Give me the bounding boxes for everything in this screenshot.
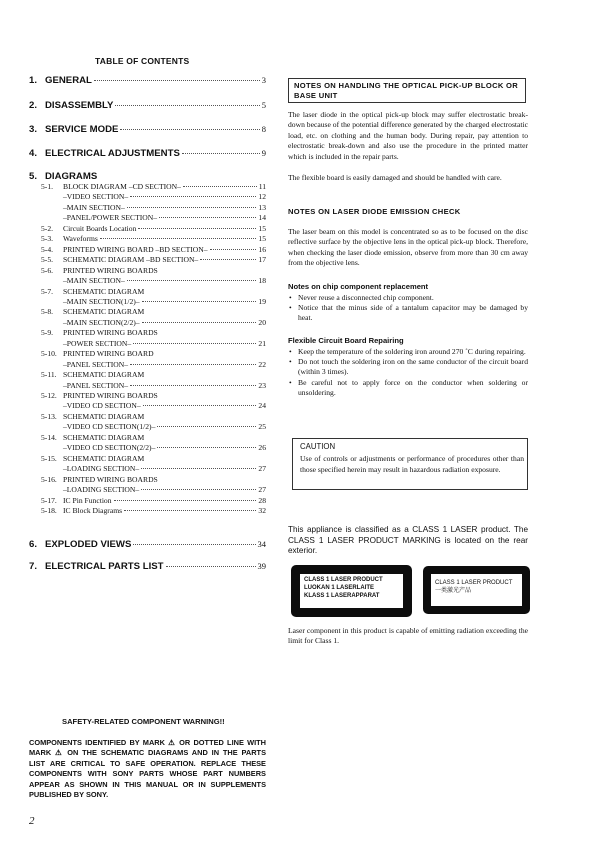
- toc-leader: [133, 544, 255, 545]
- toc-leader: [142, 301, 257, 302]
- toc-leader: [130, 196, 256, 197]
- toc-sub-page: 15: [258, 234, 266, 244]
- toc-sub-page: 28: [258, 495, 266, 505]
- toc-sub-title: –MAIN SECTION(2/2)–: [63, 317, 140, 327]
- caution-box: [292, 438, 528, 490]
- toc-sub-page: 16: [258, 244, 266, 254]
- toc-sub-page: 25: [258, 422, 266, 432]
- toc-sub-title: PRINTED WIRING BOARDS: [63, 328, 158, 338]
- toc-entry-page: 34: [257, 539, 266, 549]
- toc-leader: [114, 500, 257, 501]
- toc-sub-title: PRINTED WIRING BOARDS: [63, 265, 158, 275]
- chip-replacement-title: Notes on chip component replacement: [288, 282, 429, 291]
- toc-sub-page: 21: [258, 338, 266, 348]
- toc-sub-number: 5-12.: [41, 391, 57, 400]
- toc-sub-title: SCHEMATIC DIAGRAM: [63, 411, 145, 421]
- toc-sub-entry[interactable]: [41, 287, 266, 297]
- caution-title: CAUTION: [300, 442, 336, 451]
- list-item: • Notice that the minus side of a tantalum capacitor may be damaged by heat.: [288, 303, 528, 323]
- toc-entry-title: DISASSEMBLY: [45, 100, 114, 111]
- toc-leader: [133, 343, 256, 344]
- toc-sub-number: 5-2.: [41, 223, 54, 233]
- toc-sub-entry[interactable]: [41, 475, 266, 485]
- caution-body: Use of controls or adjustments or performance of procedures other than those specified herein may result in hazardous radiation exposure.: [300, 454, 524, 474]
- toc-entry-page: 5: [261, 100, 266, 110]
- toc-leader: [138, 228, 256, 229]
- toc-leader: [115, 105, 259, 106]
- toc-sub-title: SCHEMATIC DIAGRAM –BD SECTION–: [63, 255, 199, 265]
- toc-entry-number: 1.: [29, 75, 38, 86]
- toc-sub-entry[interactable]: [41, 422, 266, 432]
- toc-sub-entry[interactable]: [41, 339, 266, 349]
- toc-sub-entry[interactable]: [41, 433, 266, 443]
- toc-leader: [166, 566, 256, 567]
- toc-sub-entry[interactable]: [41, 360, 266, 370]
- toc-sub-entry[interactable]: [41, 192, 266, 202]
- toc-sub-page: 11: [258, 182, 266, 191]
- toc-entry-title: ELECTRICAL PARTS LIST: [45, 561, 164, 572]
- toc-entry[interactable]: [29, 75, 266, 86]
- toc-sub-title: –VIDEO SECTION–: [63, 192, 129, 202]
- toc-sub-entry[interactable]: [41, 266, 266, 276]
- optical-pickup-notes-body: The laser diode in the optical pick-up block may suffer electrostatic break-down because of the potential difference generated by the charged electrostatic load, etc. on clothing and the human body. During repair, pay attention to electrostatic break-down and also use the procedure in the printed matter which is included in the repair parts.: [288, 110, 528, 161]
- toc-entry-number: 5.: [29, 171, 38, 182]
- toc-sub-number: 5-4.: [41, 244, 54, 254]
- class1-laser-label: [291, 565, 412, 617]
- toc-sub-title: –POWER SECTION–: [63, 338, 132, 348]
- toc-leader: [130, 364, 256, 365]
- safety-warning-body: COMPONENTS IDENTIFIED BY MARK ⚠ OR DOTTED LINE WITH MARK ⚠ ON THE SCHEMATIC DIAGRAMS AND IN THE PARTS LIST ARE CRITICAL TO SAFE OPERATION. REPLACE THESE COMPONENTS WITH SONY PARTS WHOSE PART NUMBERS APPEAR AS SHOWN IN THIS MANUAL OR IN SUPPLEMENTS PUBLISHED BY SONY.: [29, 738, 266, 800]
- toc-sub-entry[interactable]: [41, 370, 266, 380]
- toc-entry-number: 4.: [29, 148, 38, 159]
- toc-sub-entry[interactable]: [41, 412, 266, 422]
- toc-sub-number: 5-11.: [41, 370, 57, 380]
- flex-board-title: Flexible Circuit Board Repairing: [288, 336, 404, 345]
- toc-sub-page: 14: [258, 213, 266, 223]
- label-line: 一类激光产品: [435, 588, 472, 594]
- toc-sub-title: –VIDEO CD SECTION–: [63, 401, 141, 411]
- toc-sub-number: 5-1.: [41, 182, 54, 191]
- toc-entry-number: 2.: [29, 100, 38, 111]
- toc-entry[interactable]: [29, 539, 266, 550]
- class1-laser-label-chinese: [423, 566, 530, 614]
- toc-sub-entry[interactable]: [41, 234, 266, 244]
- toc-sub-title: SCHEMATIC DIAGRAM: [63, 453, 145, 463]
- toc-sub-page: 13: [258, 202, 266, 212]
- toc-sub-title: SCHEMATIC DIAGRAM: [63, 286, 145, 296]
- toc-entry-title: ELECTRICAL ADJUSTMENTS: [45, 148, 180, 159]
- toc-sub-page: 12: [258, 192, 266, 202]
- toc-sub-title: –VIDEO CD SECTION(1/2)–: [63, 422, 156, 432]
- toc-entry-page: 39: [257, 561, 266, 571]
- toc-leader: [100, 238, 257, 239]
- laser-emission-body: The laser beam on this model is concentrated so as to be focused on the disc reflective surface by the objective lens in the optical pick-up block. Therefore, when checking the laser diode emission, observe from more than 30 cm away from the objective lens.: [288, 227, 528, 268]
- toc-sub-entry[interactable]: [41, 454, 266, 464]
- toc-sub-number: 5-10.: [41, 349, 57, 359]
- page-number: 2: [29, 815, 35, 827]
- toc-entry-page: 3: [261, 75, 266, 85]
- toc-leader: [130, 385, 256, 386]
- toc-leader: [157, 447, 256, 448]
- toc-sub-entry[interactable]: [41, 245, 266, 255]
- toc-sub-title: Waveforms: [63, 234, 98, 244]
- toc-entry-page: 8: [261, 124, 266, 134]
- toc-sub-entry[interactable]: [41, 496, 266, 506]
- toc-leader: [94, 80, 260, 81]
- toc-leader: [127, 207, 257, 208]
- toc-sub-title: –PANEL SECTION–: [63, 359, 129, 369]
- toc-leader: [141, 489, 256, 490]
- laser-class-text: This appliance is classified as a CLASS 1 LASER product. The CLASS 1 LASER PRODUCT MARKING is located on the rear exterior.: [288, 525, 528, 556]
- toc-sub-number: 5-15.: [41, 453, 57, 463]
- list-item: • Do not touch the soldering iron on the same conductor of the circuit board (within 3 times).: [288, 357, 528, 377]
- toc-entry[interactable]: [29, 148, 266, 159]
- toc-sub-title: –MAIN SECTION(1/2)–: [63, 296, 140, 306]
- toc-sub-page: 17: [258, 255, 266, 265]
- toc-sub-title: IC Pin Function: [63, 495, 112, 505]
- toc-sub-page: 19: [258, 296, 266, 306]
- toc-sub-entry[interactable]: [41, 224, 266, 234]
- toc-sub-entry[interactable]: [41, 318, 266, 328]
- toc-sub-entry[interactable]: [41, 307, 266, 317]
- toc-leader: [141, 468, 256, 469]
- toc-sub-entry[interactable]: [41, 443, 266, 453]
- label-line: KLASS 1 LASERAPPARAT: [304, 593, 380, 599]
- toc-sub-number: 5-13.: [41, 411, 57, 421]
- toc-sub-title: PRINTED WIRING BOARDS: [63, 391, 158, 400]
- toc-sub-number: 5-14.: [41, 432, 57, 442]
- label-line: CLASS 1 LASER PRODUCT: [435, 580, 513, 586]
- toc-sub-title: –LOADING SECTION–: [63, 485, 140, 495]
- toc-leader: [124, 510, 256, 511]
- toc-sub-entry[interactable]: [41, 255, 266, 265]
- toc-entry-title: DIAGRAMS: [45, 171, 98, 182]
- list-item: • Never reuse a disconnected chip component.: [288, 293, 528, 303]
- laser-emission-warning: Laser component in this product is capable of emitting radiation exceeding the limit for Class 1.: [288, 626, 528, 646]
- toc-sub-entry[interactable]: [41, 213, 266, 223]
- toc-leader: [159, 217, 256, 218]
- toc-title: TABLE OF CONTENTS: [95, 56, 190, 66]
- toc-sub-number: 5-17.: [41, 495, 57, 505]
- toc-sub-title: PRINTED WIRING BOARDS: [63, 474, 158, 484]
- toc-sub-number: 5-3.: [41, 234, 54, 244]
- toc-sub-title: –VIDEO CD SECTION(2/2)–: [63, 443, 156, 453]
- toc-sub-entry[interactable]: [41, 297, 266, 307]
- toc-leader: [200, 259, 256, 260]
- toc-leader: [157, 426, 256, 427]
- toc-sub-title: –PANEL/POWER SECTION–: [63, 213, 158, 223]
- toc-sub-page: 22: [258, 359, 266, 369]
- toc-entry[interactable]: [29, 561, 266, 572]
- toc-leader: [183, 186, 257, 187]
- toc-sub-number: 5-8.: [41, 307, 54, 317]
- toc-sub-entry[interactable]: [41, 381, 266, 391]
- toc-sub-title: SCHEMATIC DIAGRAM: [63, 370, 145, 380]
- toc-entry-page: 9: [261, 148, 266, 158]
- toc-entry[interactable]: [29, 124, 266, 135]
- laser-emission-title: NOTES ON LASER DIODE EMISSION CHECK: [288, 207, 461, 216]
- toc-leader: [142, 322, 257, 323]
- toc-sub-page: 27: [258, 464, 266, 474]
- toc-sub-entry[interactable]: [41, 182, 266, 192]
- toc-sub-entry[interactable]: [41, 391, 266, 401]
- toc-sub-entry[interactable]: [41, 328, 266, 338]
- toc-sub-title: –LOADING SECTION–: [63, 464, 140, 474]
- toc-sub-number: 5-6.: [41, 265, 54, 275]
- toc-sub-title: PRINTED WIRING BOARD: [63, 349, 154, 359]
- toc-sub-number: 5-5.: [41, 255, 54, 265]
- toc-entry[interactable]: [29, 171, 266, 182]
- toc-sub-number: 5-16.: [41, 474, 57, 484]
- toc-sub-entry[interactable]: [41, 464, 266, 474]
- toc-sub-title: BLOCK DIAGRAM –CD SECTION–: [63, 182, 181, 191]
- toc-sub-page: 20: [258, 317, 266, 327]
- toc-sub-page: 26: [258, 443, 266, 453]
- toc-sub-entry[interactable]: [41, 349, 266, 359]
- toc-sub-title: –MAIN SECTION–: [63, 276, 125, 286]
- toc-sub-title: –MAIN SECTION–: [63, 202, 125, 212]
- toc-entry-number: 6.: [29, 539, 38, 550]
- flex-board-list: [288, 347, 528, 398]
- toc-sub-entry[interactable]: [41, 276, 266, 286]
- toc-sub-title: Circuit Boards Location: [63, 223, 137, 233]
- toc-sub-page: 27: [258, 485, 266, 495]
- toc-sub-entry[interactable]: [41, 506, 266, 516]
- toc-entry-title: SERVICE MODE: [45, 124, 119, 135]
- label-line: CLASS 1 LASER PRODUCT: [304, 577, 383, 583]
- toc-sub-number: 5-18.: [41, 505, 57, 515]
- toc-sub-page: 18: [258, 276, 266, 286]
- toc-entry-number: 7.: [29, 561, 38, 572]
- toc-entry-title: EXPLODED VIEWS: [45, 539, 132, 550]
- toc-sub-entry[interactable]: [41, 203, 266, 213]
- list-item: • Keep the temperature of the soldering iron around 270 ˚C during repairing.: [288, 347, 528, 357]
- toc-leader: [182, 153, 260, 154]
- toc-leader: [210, 249, 257, 250]
- toc-sub-title: –PANEL SECTION–: [63, 380, 129, 390]
- list-item: • Be careful not to apply force on the conductor when soldering or unsoldering.: [288, 378, 528, 398]
- toc-sub-number: 5-7.: [41, 286, 54, 296]
- optical-pickup-notes-title: NOTES ON HANDLING THE OPTICAL PICK-UP BLOCK OR BASE UNIT: [288, 78, 526, 103]
- toc-sub-title: IC Block Diagrams: [63, 505, 123, 515]
- toc-sub-page: 32: [258, 505, 266, 515]
- label-line: LUOKAN 1 LASERLAITE: [304, 585, 375, 591]
- toc-sub-page: 23: [258, 380, 266, 390]
- toc-leader: [120, 129, 259, 130]
- toc-entry[interactable]: [29, 100, 266, 111]
- chip-replacement-list: [288, 293, 528, 324]
- toc-sub-title: PRINTED WIRING BOARD –BD SECTION–: [63, 244, 208, 254]
- toc-sub-page: 15: [258, 223, 266, 233]
- toc-leader: [143, 405, 257, 406]
- toc-entry-number: 3.: [29, 124, 38, 135]
- toc-sub-number: 5-9.: [41, 328, 54, 338]
- toc-sub-page: 24: [258, 401, 266, 411]
- toc-sub-entry[interactable]: [41, 401, 266, 411]
- toc-sub-title: SCHEMATIC DIAGRAM: [63, 307, 145, 317]
- toc-entry-title: GENERAL: [45, 75, 92, 86]
- toc-sub-entry[interactable]: [41, 485, 266, 495]
- toc-leader: [127, 280, 257, 281]
- toc-sub-title: SCHEMATIC DIAGRAM: [63, 432, 145, 442]
- flexible-board-note: The flexible board is easily damaged and should be handled with care.: [288, 173, 502, 182]
- safety-warning-title: SAFETY-RELATED COMPONENT WARNING!!: [62, 717, 225, 726]
